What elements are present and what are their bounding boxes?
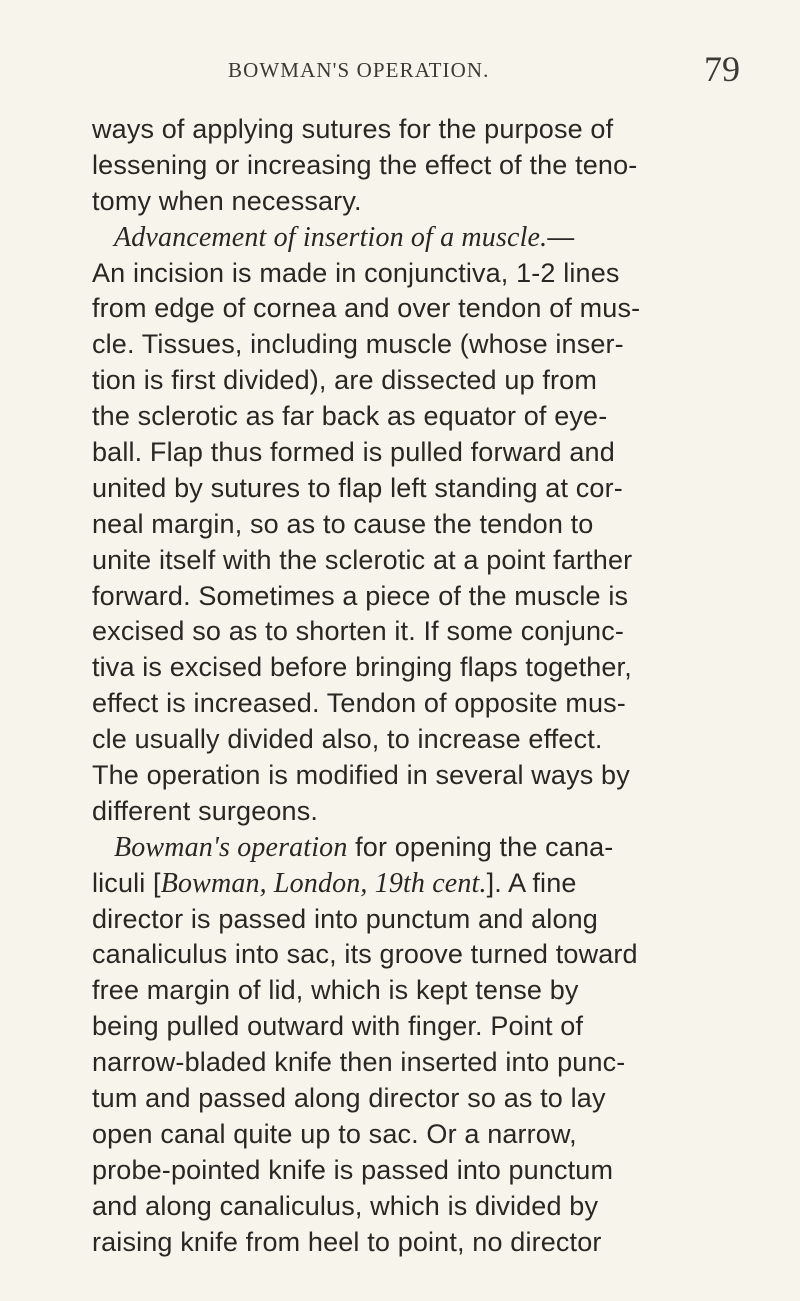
text-line	[92, 184, 740, 220]
text-run: —	[547, 221, 575, 252]
text-line	[92, 220, 740, 256]
text-run: ]. A fine	[486, 867, 577, 898]
body-text	[92, 112, 740, 1261]
text-line	[92, 256, 740, 292]
text-line	[92, 722, 740, 758]
text-line	[92, 830, 740, 866]
text-run: director is passed into punctum and along	[92, 903, 598, 934]
text-run: The operation is modified in several ways by	[92, 760, 630, 791]
text-line	[92, 327, 740, 363]
text-run: narrow-bladed knife then inserted into punc-	[92, 1047, 626, 1078]
text-line	[92, 1117, 740, 1153]
text-run: ways of applying sutures for the purpose of	[92, 114, 614, 144]
text-run: tiva is excised before bringing flaps together,	[92, 652, 632, 683]
text-run: open canal quite up to sac. Or a narrow,	[92, 1118, 577, 1149]
text-line	[92, 1153, 740, 1189]
text-line	[92, 794, 740, 830]
text-line	[92, 866, 740, 902]
text-line	[92, 291, 740, 327]
text-line	[92, 614, 740, 650]
text-run: tion is first divided), are dissected up from	[92, 365, 597, 396]
text-run: liculi [	[92, 867, 161, 898]
text-line	[92, 973, 740, 1009]
page-number: 79	[704, 49, 740, 89]
italic-text: Bowman's operation	[114, 831, 348, 863]
text-line	[92, 112, 740, 148]
italic-text: Bowman, London, 19th cent.	[160, 867, 487, 899]
text-run: tum and passed along director so as to lay	[92, 1083, 606, 1114]
text-run: neal margin, so as to cause the tendon to	[92, 508, 594, 539]
text-run: being pulled outward with finger. Point of	[92, 1011, 584, 1042]
text-run: excised so as to shorten it. If some conjunc-	[92, 616, 624, 647]
text-line	[92, 758, 740, 794]
text-run: effect is increased. Tendon of opposite mus-	[92, 688, 626, 719]
text-line	[92, 1189, 740, 1225]
text-run: united by sutures to flap left standing at cor-	[92, 472, 623, 503]
page-header	[98, 49, 744, 94]
text-run: cle usually divided also, to increase effect.	[92, 724, 603, 755]
text-line	[92, 937, 740, 973]
text-line	[92, 435, 740, 471]
text-run: tomy when necessary.	[92, 185, 362, 216]
text-line	[92, 507, 740, 543]
text-line	[92, 471, 740, 507]
text-line	[92, 650, 740, 686]
text-line	[92, 1009, 740, 1045]
running-head: BOWMAN'S OPERATION.	[228, 58, 490, 82]
text-run: canaliculus into sac, its groove turned toward	[92, 939, 638, 970]
text-run: from edge of cornea and over tendon of mus-	[92, 293, 641, 324]
text-line	[92, 579, 740, 615]
text-line	[92, 686, 740, 722]
text-run: free margin of lid, which is kept tense by	[92, 975, 579, 1006]
text-line	[92, 399, 740, 435]
text-run: probe-pointed knife is passed into punctum	[92, 1154, 614, 1185]
text-line	[92, 148, 740, 184]
text-line	[92, 363, 740, 399]
text-run: lessening or increasing the effect of the teno-	[92, 149, 638, 180]
text-run: different surgeons.	[92, 795, 318, 826]
text-line	[92, 1045, 740, 1081]
text-run: forward. Sometimes a piece of the muscle is	[92, 580, 629, 611]
text-line	[92, 1081, 740, 1117]
text-run: cle. Tissues, including muscle (whose inser-	[92, 329, 624, 360]
text-line	[92, 902, 740, 938]
text-run: unite itself with the sclerotic at a point farther	[92, 544, 633, 575]
text-line	[92, 543, 740, 579]
text-run: ball. Flap thus formed is pulled forward and	[92, 437, 615, 468]
text-run: raising knife from heel to point, no director	[92, 1226, 602, 1257]
text-run: for opening the cana-	[347, 831, 614, 862]
italic-text: Advancement of insertion of a muscle.	[114, 221, 548, 253]
text-run: and along canaliculus, which is divided by	[92, 1190, 599, 1221]
text-run: the sclerotic as far back as equator of eye-	[92, 401, 608, 432]
text-line	[92, 1225, 740, 1261]
text-run: An incision is made in conjunctiva, 1-2 lines	[92, 257, 620, 288]
